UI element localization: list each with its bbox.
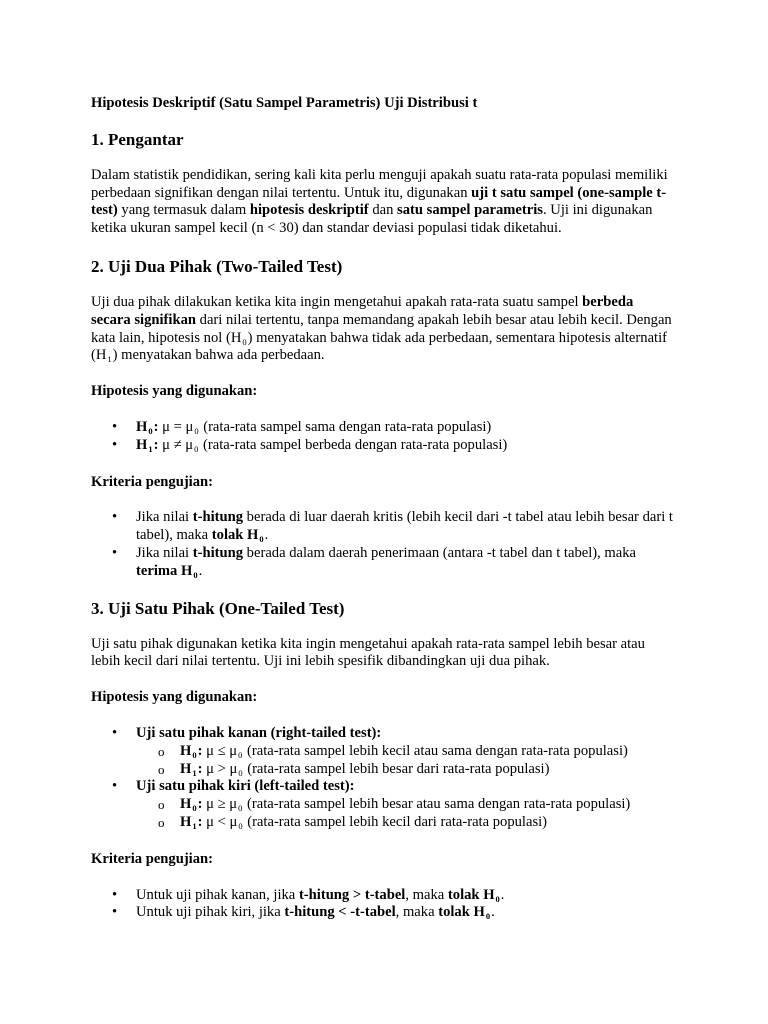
list-item: • Jika nilai t-hitung berada dalam daerah penerimaan (antara -t tabel dan t tabel), maka terima $H_0$.: [91, 545, 676, 581]
section-3-heading: 3. Uji Satu Pihak (One-Tailed Test): [91, 598, 345, 618]
section-3-paragraph: Uji satu pihak digunakan ketika kita ingin mengetahui apakah rata-rata sampel lebih besar atau lebih kecil dari nilai tertentu. Uji ini lebih spesifik dibandingkan uji dua pihak.: [91, 635, 645, 670]
list-item: o $H_1$: $\mu > \mu_0$ (rata-rata sampel lebih besar dari rata-rata populasi): [91, 761, 676, 779]
list-item: • $H_0$: $\mu = \mu_0$ (rata-rata sampel sama dengan rata-rata populasi): [91, 419, 676, 437]
list-item: [91, 778, 676, 831]
bold-term: hipotesis deskriptif: [249, 202, 369, 219]
list-item: • Untuk uji pihak kiri, jika t-hitung < -t-tabel, maka tolak $H_0$.: [91, 904, 676, 922]
bold-term: uji t satu sampel (one-sample t-test): [91, 184, 667, 219]
section-3-hypothesis-list: [91, 725, 676, 832]
list-item: o $H_0$: $\mu \le \mu_0$ (rata-rata sampel lebih kecil atau sama dengan rata-rata populasi): [91, 743, 676, 761]
right-tailed-sublist: [91, 743, 676, 779]
list-item: o $H_1$: $\mu < \mu_0$ (rata-rata sampel lebih kecil dari rata-rata populasi): [91, 814, 676, 832]
section-2-criteria-list: [91, 509, 676, 580]
list-item: • Jika nilai t-hitung berada di luar daerah kritis (lebih kecil dari -t tabel atau lebih besar dari t tabel), maka tolak $H_0$.: [91, 509, 676, 545]
section-2-criteria-label: Kriteria pengujian:: [91, 473, 214, 490]
section-1-heading: 1. Pengantar: [91, 129, 184, 149]
left-tailed-sublist: [91, 796, 676, 832]
section-2-heading: 2. Uji Dua Pihak (Two-Tailed Test): [91, 256, 343, 276]
section-3-criteria-list: [91, 887, 676, 923]
section-3-criteria-label: Kriteria pengujian:: [91, 850, 214, 867]
bold-term: berbeda secara signifikan: [91, 293, 634, 328]
document-title: Hipotesis Deskriptif (Satu Sampel Parametris) Uji Distribusi t: [91, 95, 478, 111]
right-tailed-label: Uji satu pihak kanan (right-tailed test):: [136, 724, 382, 741]
list-item: • $H_1$: $\mu \ne \mu_0$ (rata-rata sampel berbeda dengan rata-rata populasi): [91, 437, 676, 455]
bold-term: satu sampel parametris: [397, 202, 543, 219]
list-item: o $H_0$: $\mu \ge \mu_0$ (rata-rata sampel lebih besar atau sama dengan rata-rata populasi): [91, 796, 676, 814]
left-tailed-label: Uji satu pihak kiri (left-tailed test):: [136, 778, 355, 795]
section-2-hypothesis-list: [91, 419, 676, 455]
section-2-hypothesis-label: Hipotesis yang digunakan:: [91, 383, 258, 400]
document-page: [91, 95, 676, 922]
section-1-paragraph: Dalam statistik pendidikan, sering kali kita perlu menguji apakah suatu rata-rata populasi memiliki perbedaan signifikan dengan nilai tertentu. Untuk itu, digunakan uji t satu sampel (one-sample t-test) yang termasuk dalam hipotesis deskriptif dan satu sampel parametris. Uji ini digunakan ketika ukuran sampel kecil (n < 30) dan standar deviasi populasi tidak diketahui.: [91, 166, 668, 237]
list-item: [91, 725, 676, 778]
list-item: • Untuk uji pihak kanan, jika t-hitung > t-tabel, maka tolak $H_0$.: [91, 887, 676, 905]
section-2-paragraph: Uji dua pihak dilakukan ketika kita ingin mengetahui apakah rata-rata suatu sampel berbeda secara signifikan dari nilai tertentu, tanpa memandang apakah lebih besar atau lebih kecil. Dengan kata lain, hipotesis nol $(H_0)$ menyatakan bahwa tidak ada perbedaan, sementara hipotesis alternatif $(H_1)$ menyatakan bahwa ada perbedaan.: [91, 293, 672, 365]
section-3-hypothesis-label: Hipotesis yang digunakan:: [91, 689, 258, 706]
